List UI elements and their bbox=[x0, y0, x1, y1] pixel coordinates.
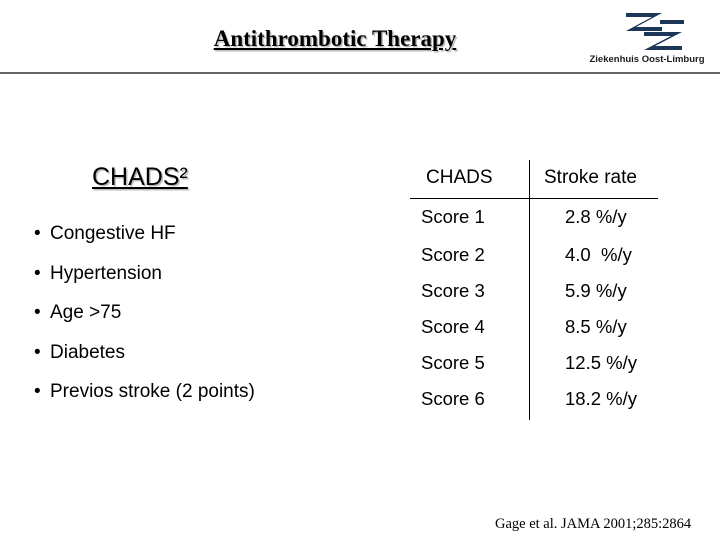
list-item-label: Congestive HF bbox=[50, 223, 176, 244]
stroke-rate-cell: 12.5 %/y bbox=[565, 352, 637, 373]
header-divider bbox=[0, 72, 720, 74]
logo-text: Ziekenhuis Oost-Limburg bbox=[589, 54, 705, 65]
score-cell: Score 4 bbox=[421, 316, 485, 337]
table-header-stroke-rate: Stroke rate bbox=[544, 167, 637, 188]
slide-title: Antithrombotic Therapy bbox=[213, 26, 457, 51]
list-item bbox=[34, 341, 255, 381]
list-item-label: Diabetes bbox=[50, 341, 125, 363]
citation: Gage et al. JAMA 2001;285:2864 bbox=[495, 516, 692, 532]
bullet-icon: • bbox=[34, 223, 41, 244]
stroke-rate-cell: 18.2 %/y bbox=[565, 388, 637, 409]
list-item bbox=[34, 380, 255, 420]
bullet-icon: • bbox=[34, 381, 41, 402]
list-item-label: Hypertension bbox=[50, 262, 162, 284]
list-item-label: Previos stroke (2 points) bbox=[50, 381, 255, 402]
table-header-divider bbox=[410, 198, 658, 199]
table-column-divider bbox=[529, 160, 530, 420]
list-item-label: Age >75 bbox=[50, 302, 122, 323]
list-item bbox=[34, 222, 255, 262]
list-item bbox=[34, 301, 255, 341]
score-cell: Score 3 bbox=[421, 280, 485, 301]
bullet-icon: • bbox=[34, 262, 41, 284]
score-cell: Score 6 bbox=[421, 388, 485, 409]
list-item bbox=[34, 262, 255, 302]
stroke-rate-cell: 4.0 %/y bbox=[565, 244, 632, 265]
table-header-chads: CHADS bbox=[426, 167, 493, 188]
bullet-icon: • bbox=[34, 302, 41, 323]
stroke-rate-cell: 5.9 %/y bbox=[565, 280, 627, 301]
risk-factor-list bbox=[34, 222, 255, 420]
score-cell: Score 1 bbox=[421, 206, 485, 227]
stroke-rate-cell: 8.5 %/y bbox=[565, 316, 627, 337]
score-cell: Score 2 bbox=[421, 244, 485, 265]
score-cell: Score 5 bbox=[421, 352, 485, 373]
chads-subtitle: CHADS² bbox=[92, 163, 188, 191]
bullet-icon: • bbox=[34, 341, 41, 363]
zol-logo-icon bbox=[622, 10, 688, 52]
stroke-rate-cell: 2.8 %/y bbox=[565, 206, 627, 227]
